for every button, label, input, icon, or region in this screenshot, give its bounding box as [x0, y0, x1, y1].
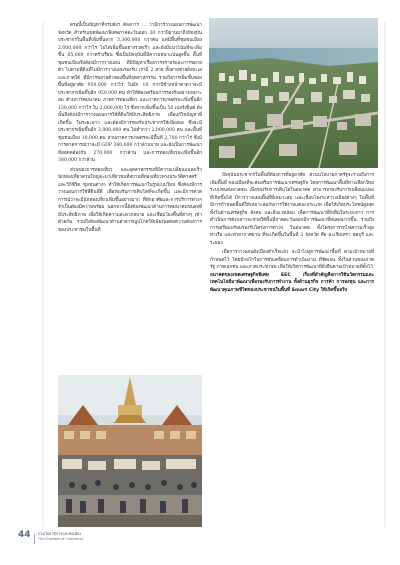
footer-title: กรมโยธาธิการและผังเมือง	[38, 531, 82, 536]
right-emphasis-text: อนาคตของเขตเศรษฐกิจพิเศษ EEC เรื่องที่สำคัญคือการใช้นวัตกรรมและเทคโนโลยีมาพัฒนาเพื่อรองรับการทำงาน ทั้งด้านธุรกิจ การค้า การลงทุน และการพัฒนาคุณภาพชีวิตของประชาชนในพื้นที่ Smart City ให้เกิดขึ้นจริง	[210, 272, 374, 293]
page-number: 44	[18, 530, 31, 540]
right-text-column	[210, 172, 374, 294]
left-paragraph-2: ส่วนของการท่องเที่ยว และอุตสาหกรรมที่มีความเปลี่ยนแปลงเร็ว นักท่องเที่ยวส่วนใหญ่จะมาเที่ยวชมที่สถานที่ท่องเที่ยวทางประวัติศาสตร์ และวิถีชีวิต ชุมชนต่างๆ ทำให้เกิดการพัฒนาในรูปแบบใหม่ ซึ่งต้องมีการวางแผนการใช้ที่ดินที่ดี เพื่อรองรับการเติบโตที่จะเกิดขึ้น และมีการคาดการณ์ว่าจะมีนักท่องเที่ยวเพิ่มขึ้นอย่างมาก ที่พักอาศัยและการบริการต่างๆ จำเป็นต้องมีความพร้อม นอกจากนี้ยังต้องพัฒนาด้านการคมนาคมขนส่งที่มีประสิทธิภาพ เพื่อให้เกิดความสะดวกสบาย และเชื่อมโยงพื้นที่ต่างๆ เข้าด้วยกัน รวมถึงต้องพัฒนาด้านสาธารณูปโภคให้เพียงพอต่อความต้องการของประชาชนในพื้นที่	[58, 167, 202, 233]
footer-subtitle: The Chamber of Commerce	[38, 537, 84, 541]
right-paragraph-2: เมื่อการวางแผนผังเมืองสำเร็จแล้ว จะนำไปสู่การพัฒนาพื้นที่ ตามเป้าหมายที่กำหนดไว้ โดยมีกลไกในการขับเคลื่อนการดำเนินงาน ที่ชัดเจน ทั้งในส่วนของภาครัฐ ภาคเอกชน และภาคประชาชน เพื่อให้เกิดการพัฒนาที่ยั่งยืนตามเป้าหมายที่ตั้งไว้	[210, 250, 374, 270]
page-footer	[0, 527, 400, 565]
aerial-city-photo	[209, 18, 378, 168]
right-paragraph-1: ปัจจุบันประชากรในพื้นที่ต้องการที่อยู่อาศัย ส่วนนโยบายภาครัฐจะรวมถึงการเพิ่มพื้นที่ ของเมืองที่จะส่งเสริมการพัฒนาเศรษฐกิจ โดยการพัฒนาพื้นที่ทางเลือกใหม่ ระบบขนส่งมวลชน เพื่อรองรับการเติบโตในอนาคต สามารถรองรับการเปลี่ยนแปลงที่เกิดขึ้นได้ มีการวางแผนพื้นที่ที่เหมาะสม และเชื่อมโยงระหว่างเมืองต่างๆ ในพื้นที่ มีการกำหนดพื้นที่ให้เหมาะสมกับการใช้งานแต่ละประเภท เพื่อให้เกิดประโยชน์สูงสุด ทั้งในด้านเศรษฐกิจ สังคม และสิ่งแวดล้อม เพื่อการพัฒนาที่ยั่งยืนในระยะยาว การดำเนินการดังกล่าวจะช่วยให้พื้นที่ภาคตะวันออกมีการพัฒนาที่สมดุลมากขึ้น รวมถึงการเตรียมพร้อมรองรับโครงการต่างๆ ในอนาคต ทั้งโครงการรถไฟความเร็วสูง ท่าเรือ และท่าอากาศยาน ที่จะเกิดขึ้นในพื้นที่ 3 จังหวัด คือ ฉะเชิงเทรา ชลบุรี และระยอง	[210, 173, 374, 246]
left-paragraph-1: ดรอนี้เป็นปัญหาที่กรมผังฯ ต้องการ ... ว่ามีการวางแผนการพัฒนาจังหวัด สำหรับเขตพัฒนาพิเศษภาคตะวันออก 30 กว่าปีผ่านมาถึงปัจจุบันประชากรในพื้นที่เพิ่มขึ้นจาก 3,300,000 กว่าคน แต่มีพื้นที่ชุมชนเมือง 2,000,000 กว่าไร่ ไม่ได้เพิ่มขึ้นอย่างรวดเร็ว และยังมีแนวโน้มที่จะเพิ่มขึ้น 65,000 กว่าครัวเรือน ซึ่งเป็นปัจจุบันที่มีความหนาแน่นสูงขึ้น พื้นที่ชุมชนเมืองจึงต้องมีการวางแผน ที่มีปัญหาเรื่องการจราจรและการขยายตัว ไปตามที่ดินที่ไม่มีการวางแผนรองรับ เรามี 2 สาย ทั้งสายชายฝั่งทะเลและภาคใต้ ที่มีการขยายตัวของพื้นที่อุตสาหกรรม รวมถึงการเพิ่มขึ้นของพื้นที่อยู่อาศัย 950,000 กว่าไร่ ในอีก 10 กว่าปีข้างหน้าคาดว่าจะมีประชากรเพิ่มขึ้นอีก 950,000 คน ทำให้ต้องเตรียมการรองรับอย่างเหมาะสม ด้านการคมนาคม ภาคการท่องเที่ยว และภาคการเกษตรจะเพิ่มขึ้นอีก 130,000 กว่าไร่ ใน 2,000,000 ไร่ ซึ่งหากเพิ่มขึ้นเป็น 50 เปอร์เซ็นต์ ดังนั้นจึงต้องมีการวางแผนการใช้ที่ดินให้มีประสิทธิภาพ เพื่อแก้ไขปัญหาที่เกิดขึ้น ในระยะยาว และต้องมีการรองรับประชากรให้เพียงพอ ซึ่งจะมีประชากรเพิ่มขึ้นอีก 2,000,000 คน ไม่ต่ำกว่า 2,000,000 คน และพื้นที่ชุมชนเมือง 10,000 คน ส่วนภาคการเกษตรจะมีพื้นที่ 2,700 กว่าไร่ ซึ่งมีการคาดการณ์ว่าจะมี GDP 380,000 กว่าล้านบาท และยังเป็นการพัฒนาที่สอดคล้องกับ 270,000 กว่าล้าน และการท่องเที่ยวจะเพิ่มขึ้นอีก 380,000 กว่าล้าน	[58, 23, 202, 163]
temple-street-photo	[58, 375, 202, 527]
footer-divider	[34, 534, 35, 544]
left-border-strip	[42, 22, 44, 527]
left-text-column	[58, 22, 202, 234]
right-border-strip	[384, 22, 386, 527]
